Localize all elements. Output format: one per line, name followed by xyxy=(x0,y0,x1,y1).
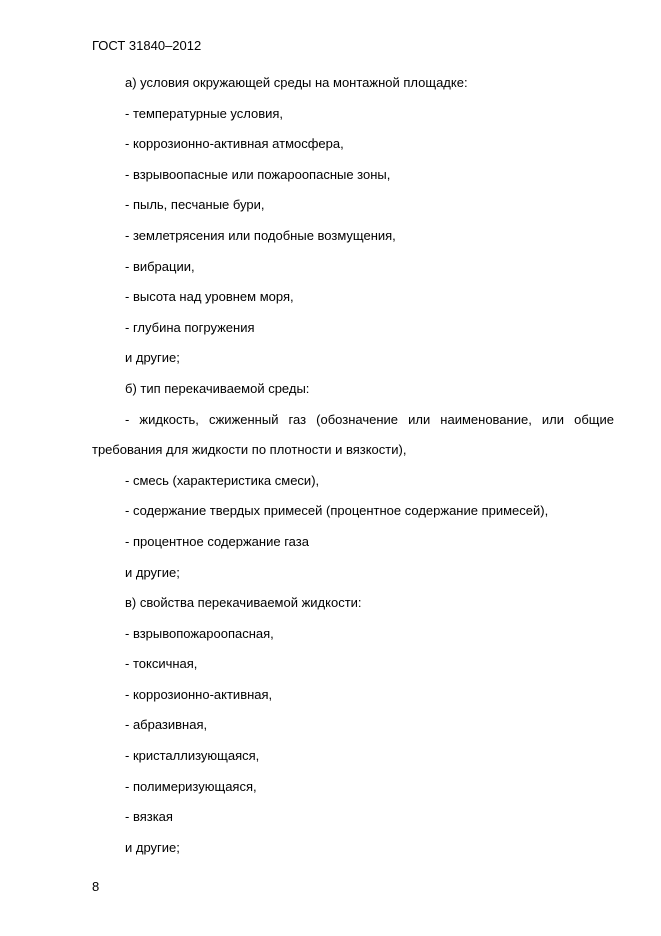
list-item: - высота над уровнем моря, xyxy=(125,289,294,305)
list-item: - взрывоопасные или пожароопасные зоны, xyxy=(125,166,391,182)
list-item-continuation: требования для жидкости по плотности и вязкости), xyxy=(92,442,407,458)
document-header: ГОСТ 31840–2012 xyxy=(92,38,202,53)
list-item: - смесь (характеристика смеси), xyxy=(125,472,320,488)
list-item: - полимеризующаяся, xyxy=(125,778,257,794)
page-number: 8 xyxy=(92,879,100,894)
document-body xyxy=(92,68,614,863)
list-item: - вибрации, xyxy=(125,258,195,274)
list-item: - вязкая xyxy=(125,809,173,825)
list-item: - взрывопожароопасная, xyxy=(125,625,274,641)
list-item: - температурные условия, xyxy=(125,105,284,121)
list-item: - содержание твердых примесей (процентное содержание примесей), xyxy=(125,503,549,519)
list-item: - пыль, песчаные бури, xyxy=(125,197,265,213)
section-a-heading: а) условия окружающей среды на монтажной площадке: xyxy=(125,75,468,90)
section-c-heading: в) свойства перекачиваемой жидкости: xyxy=(125,595,362,611)
list-closing: и другие; xyxy=(125,839,180,855)
list-item: - абразивная, xyxy=(125,717,208,733)
list-item: - жидкость, сжиженный газ (обозначение или наименование, или общие xyxy=(125,411,614,427)
list-item: - землетрясения или подобные возмущения, xyxy=(125,227,396,243)
list-item: - коррозионно-активная атмосфера, xyxy=(125,136,344,152)
list-closing: и другие; xyxy=(125,350,180,366)
section-b-heading: б) тип перекачиваемой среды: xyxy=(125,380,310,396)
list-item: - глубина погружения xyxy=(125,319,255,335)
list-item: - кристаллизующаяся, xyxy=(125,748,260,764)
list-item: - токсичная, xyxy=(125,656,198,672)
list-item: - процентное содержание газа xyxy=(125,533,309,549)
list-item: - коррозионно-активная, xyxy=(125,686,273,702)
list-closing: и другие; xyxy=(125,564,180,580)
